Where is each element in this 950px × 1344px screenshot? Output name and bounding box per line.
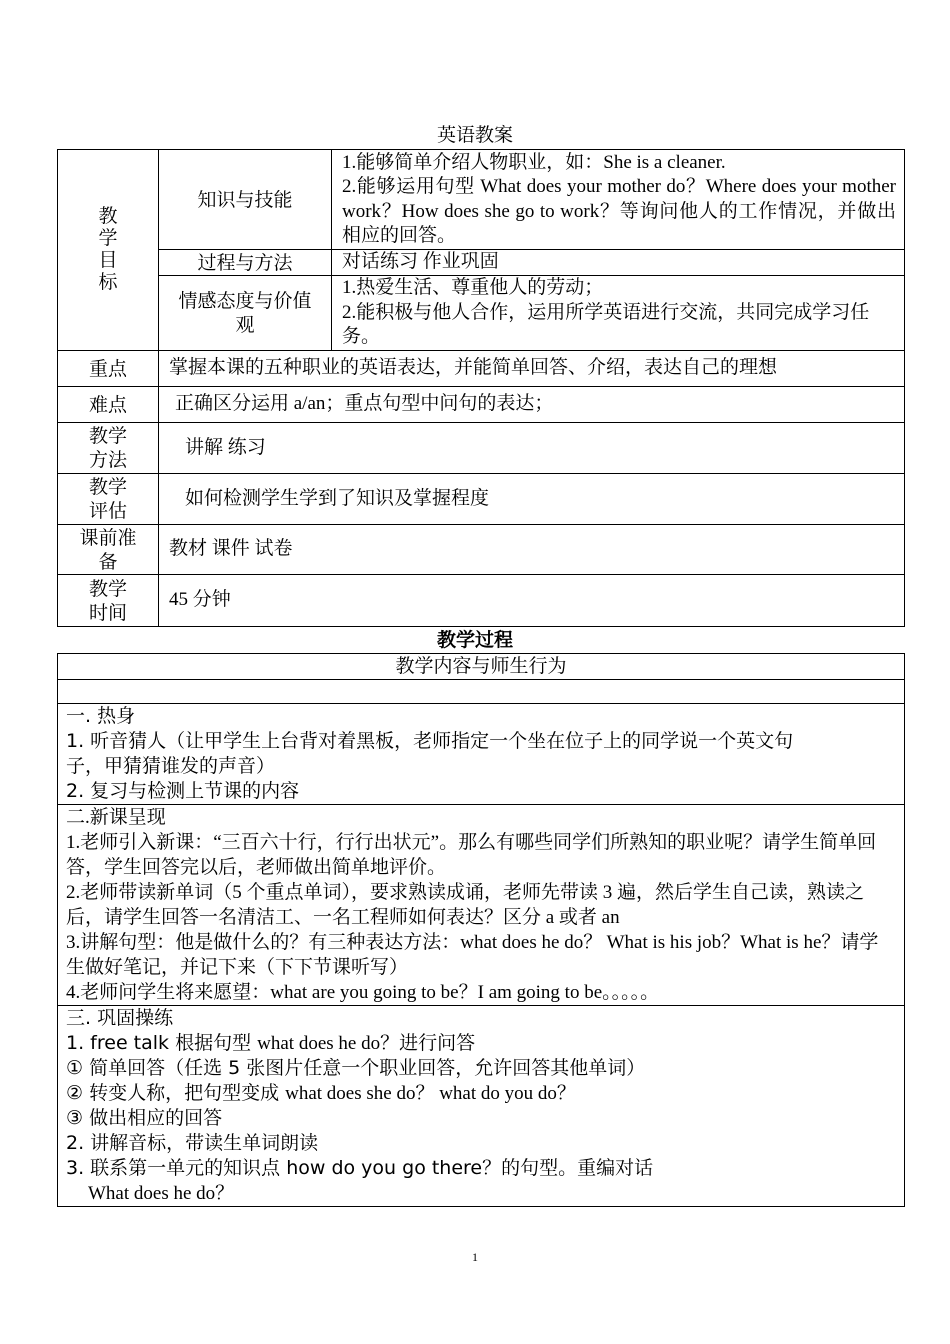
method-value: 讲解 练习 — [159, 423, 905, 474]
preparation-label — [58, 525, 159, 575]
process-table — [57, 653, 905, 1207]
key-point-label: 重点 — [58, 351, 159, 387]
objective-label-process: 过程与方法 — [159, 250, 332, 276]
empty-row — [58, 680, 905, 704]
duration-value: 45 分钟 — [159, 575, 905, 627]
preparation-value: 教材 课件 试卷 — [159, 525, 905, 575]
objective-knowledge-text — [332, 150, 905, 250]
practice-title: 三. 巩固操练 — [66, 1007, 174, 1029]
practice-sub-1: ① 简单回答（任选 5 张图片任意一个职业回答，允许回答其他单词） — [66, 1057, 646, 1079]
warmup-item-1: 1. 听音猜人（让甲学生上台背对着黑板，老师指定一个坐在位子上的同学说一个英文句子，甲猜猜谁发的声音） — [66, 730, 794, 777]
objectives-category-text: 教学目标 — [98, 206, 118, 293]
new-lesson-item-4: 4.老师问学生将来愿望：what are you going to be？I am going to be。。。。。 — [66, 982, 660, 1003]
new-lesson-item-3: 3.讲解句型：他是做什么的？有三种表达方法：what does he do？ What is his job？What is he？请学生做好笔记，并记下来（下下节课听写） — [66, 932, 879, 978]
process-header: 教学内容与师生行为 — [58, 654, 905, 680]
practice-section — [58, 1006, 905, 1207]
objective-attitude-line-1: 1.热爱生活、尊重他人的劳动； — [342, 277, 604, 299]
difficulty-value: 正确区分运用 a/an；重点句型中问句的表达； — [159, 387, 905, 423]
practice-item-3-line-2: What does he do？ — [88, 1183, 235, 1204]
objective-attitude-line-2: 2.能积极与他人合作，运用所学英语进行交流，共同完成学习任务。 — [342, 301, 870, 348]
practice-sub-3: ③ 做出相应的回答 — [66, 1107, 223, 1129]
practice-item-1 — [66, 1031, 896, 1056]
document-title: 英语教案 — [436, 125, 513, 146]
practice-sub-2-suffix: what does she do？ what do you do？ — [285, 1083, 576, 1104]
objective-knowledge-line-1: 1.能够简单介绍人物职业，如：She is a cleaner. — [342, 151, 726, 173]
practice-item-3: 3. 联系第一单元的知识点 how do you go there？的句型。重编对话 — [66, 1157, 654, 1179]
objective-label-attitude-text: 情感态度与价值观 — [178, 290, 312, 336]
key-point-value: 掌握本课的五种职业的英语表达，并能简单回答、介绍，表达自己的理想 — [159, 351, 905, 387]
new-lesson-section — [58, 805, 905, 1006]
duration-label — [58, 575, 159, 627]
preparation-label-text: 课前准备 — [79, 526, 137, 573]
objective-process-text — [332, 250, 905, 276]
practice-item-1-prefix: 1. free talk 根据句型 — [66, 1032, 252, 1054]
duration-label-text: 教学时间 — [88, 577, 127, 624]
practice-item-2: 2. 讲解音标，带读生单词朗读 — [66, 1132, 319, 1154]
warmup-title: 一. 热身 — [66, 705, 136, 727]
practice-sub-2 — [66, 1081, 896, 1106]
objectives-category — [58, 150, 159, 351]
evaluation-value: 如何检测学生学到了知识及掌握程度 — [159, 474, 905, 525]
page-number: 1 — [472, 1250, 478, 1264]
objective-knowledge-line-2: 2.能够运用句型 What does your mother do？Where does your mother work？How does she go to work？等询问他人的工作情况，并做出相应的回答。 — [342, 176, 896, 246]
warmup-section — [58, 704, 905, 805]
objective-process-line-1: 对话练习 作业巩固 — [342, 251, 499, 273]
objective-label-attitude — [159, 276, 332, 351]
evaluation-label — [58, 474, 159, 525]
method-label — [58, 423, 159, 474]
new-lesson-item-2: 2.老师带读新单词（5 个重点单词），要求熟读成诵，老师先带读 3 遍，然后学生自己读，熟读之后，请学生回答一名清洁工、一名工程师如何表达？区分 a 或者 an — [66, 882, 865, 928]
objective-label-knowledge: 知识与技能 — [159, 150, 332, 250]
method-label-text: 教学方法 — [88, 425, 127, 471]
evaluation-label-text: 教学评估 — [88, 476, 127, 522]
new-lesson-item-1: 1.老师引入新课：“三百六十行，行行出状元”。那么有哪些同学们所熟知的职业呢？请学生简单回答，学生回答完以后，老师做出简单地评价。 — [66, 832, 877, 878]
practice-item-1-suffix: what does he do？进行问答 — [257, 1033, 476, 1054]
warmup-item-2: 2. 复习与检测上节课的内容 — [66, 780, 300, 802]
lesson-plan-table — [57, 149, 905, 627]
difficulty-label: 难点 — [58, 387, 159, 423]
new-lesson-title: 二.新课呈现 — [66, 807, 166, 828]
practice-sub-2-prefix: ② 转变人称，把句型变成 — [66, 1082, 280, 1104]
process-title: 教学过程 — [436, 629, 513, 651]
objective-attitude-text — [332, 276, 905, 351]
